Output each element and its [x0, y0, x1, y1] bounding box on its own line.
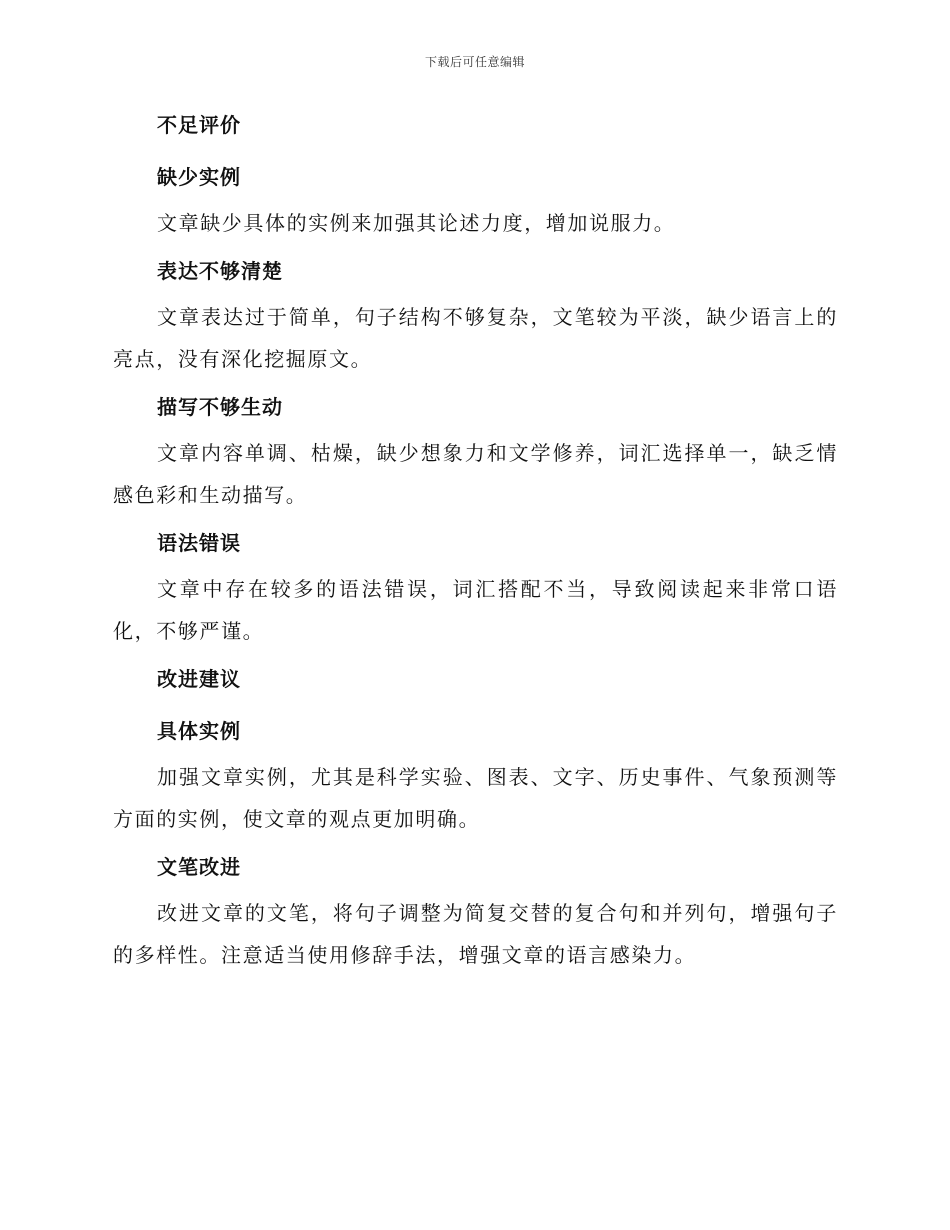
- paragraph-concrete-examples: 加强文章实例，尤其是科学实验、图表、文字、历史事件、气象预测等方面的实例，使文章的观点更加明确。: [113, 765, 838, 831]
- paragraph-writing-improvement: 改进文章的文笔，将句子调整为简复交替的复合句和并列句，增强句子的多样性。注意适当使用修辞手法，增强文章的语言感染力。: [113, 901, 838, 967]
- section-heading-insufficiency: 不足评价: [157, 113, 241, 137]
- document-body: [113, 110, 838, 988]
- paragraph-lack-examples: 文章缺少具体的实例来加强其论述力度，增加说服力。: [157, 211, 676, 235]
- paragraph-dull-description: 文章内容单调、枯燥，缺少想象力和文学修养，词汇选择单一，缺乏情感色彩和生动描写。: [113, 441, 838, 507]
- section-heading-suggestions: 改进建议: [157, 667, 241, 691]
- section-heading-grammar-errors: 语法错误: [157, 531, 241, 555]
- page-header: 下载后可任意编辑: [424, 55, 525, 69]
- paragraph-unclear-expression: 文章表达过于简单，句子结构不够复杂，文笔较为平淡，缺少语言上的亮点，没有深化挖掘原文。: [113, 305, 838, 371]
- section-heading-writing-improvement: 文笔改进: [157, 855, 241, 879]
- section-heading-unclear-expression: 表达不够清楚: [157, 259, 283, 283]
- paragraph-grammar-errors: 文章中存在较多的语法错误，词汇搭配不当，导致阅读起来非常口语化，不够严谨。: [113, 577, 838, 643]
- section-heading-concrete-examples: 具体实例: [157, 719, 241, 743]
- section-heading-dull-description: 描写不够生动: [157, 395, 283, 419]
- section-heading-lack-examples: 缺少实例: [157, 165, 241, 189]
